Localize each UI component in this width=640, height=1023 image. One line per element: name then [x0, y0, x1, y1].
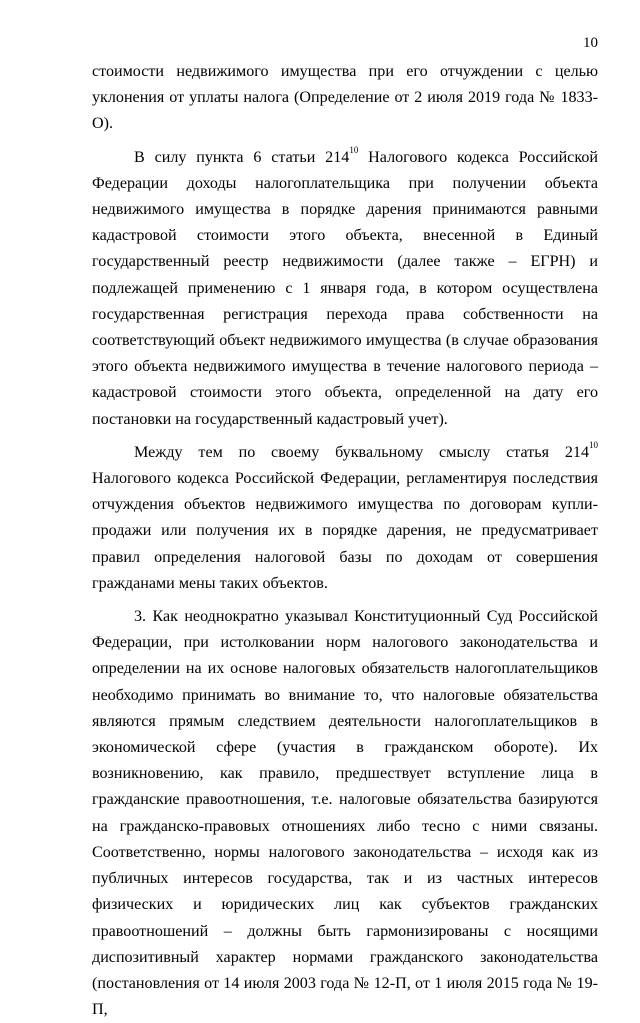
paragraph-text: 3. Как неоднократно указывал Конституционный Суд Российской Федерации, при истолковании норм налогового законодательства и определении на их основе налоговых обязательств налогоплательщиков необходимо принимать во внимание то, что налоговые обязательства являются прямым следствием деятельности налогоплательщиков в экономической сфере (участия в гражданском обороте). Их возникновению, как правило, предшествует вступление лица в гражданские правоотношения, т.е. налоговые обязательства базируются на гражданско-правовых отношениях либо тесно с ними связаны. Соответственно, нормы налогового законодательства – исходя как из публичных интересов государства, так и из частных интересов физических и юридических лиц как субъектов гражданских правоотношений – должны быть гармонизированы с носящими диспозитивный характер нормами гражданского законодательства (постановления от 14 июля 2003 года № 12-П, от 1 июля 2015 года № 19-П, [92, 608, 598, 1019]
paragraph [92, 604, 598, 1023]
paragraph-text: Налогового кодекса Российской Федерации доходы налогоплательщика при получении объекта недвижимого имущества в порядке дарения принимаются равными кадастровой стоимости этого объекта, внесенной в Единый государственный реестр недвижимости (далее также – ЕГРН) и подлежащей применению с 1 января года, в котором осуществлена государственная регистрация перехода права собственности на соответствующий объект недвижимого имущества (в случае образования этого объекта недвижимого имущества в течение налогового периода – кадастровой стоимости этого объекта, определенной на дату его постановки на государственный кадастровый учет). [92, 148, 598, 428]
paragraph-text: В силу пункта 6 статьи 214 [134, 148, 350, 166]
page-number: 10 [583, 35, 598, 51]
paragraph-text: Налогового кодекса Российской Федерации, регламентируя последствия отчуждения объектов недвижимого имущества по договорам купли-продажи или получения их в порядке дарения, не предусматривает правил определения налоговой базы по доходам от совершения гражданами мены таких объектов. [92, 470, 598, 592]
paragraph [92, 440, 598, 597]
document-body [92, 59, 598, 1023]
article-superscript: 10 [589, 440, 598, 451]
paragraph [92, 145, 598, 433]
paragraph [92, 59, 598, 138]
paragraph-text: Между тем по своему буквальному смыслу статья 214 [134, 443, 589, 461]
article-superscript: 10 [349, 145, 359, 156]
paragraph-text: стоимости недвижимого имущества при его отчуждении с целью уклонения от уплаты налога (Определение от 2 июля 2019 года № 1833-О). [92, 63, 598, 133]
